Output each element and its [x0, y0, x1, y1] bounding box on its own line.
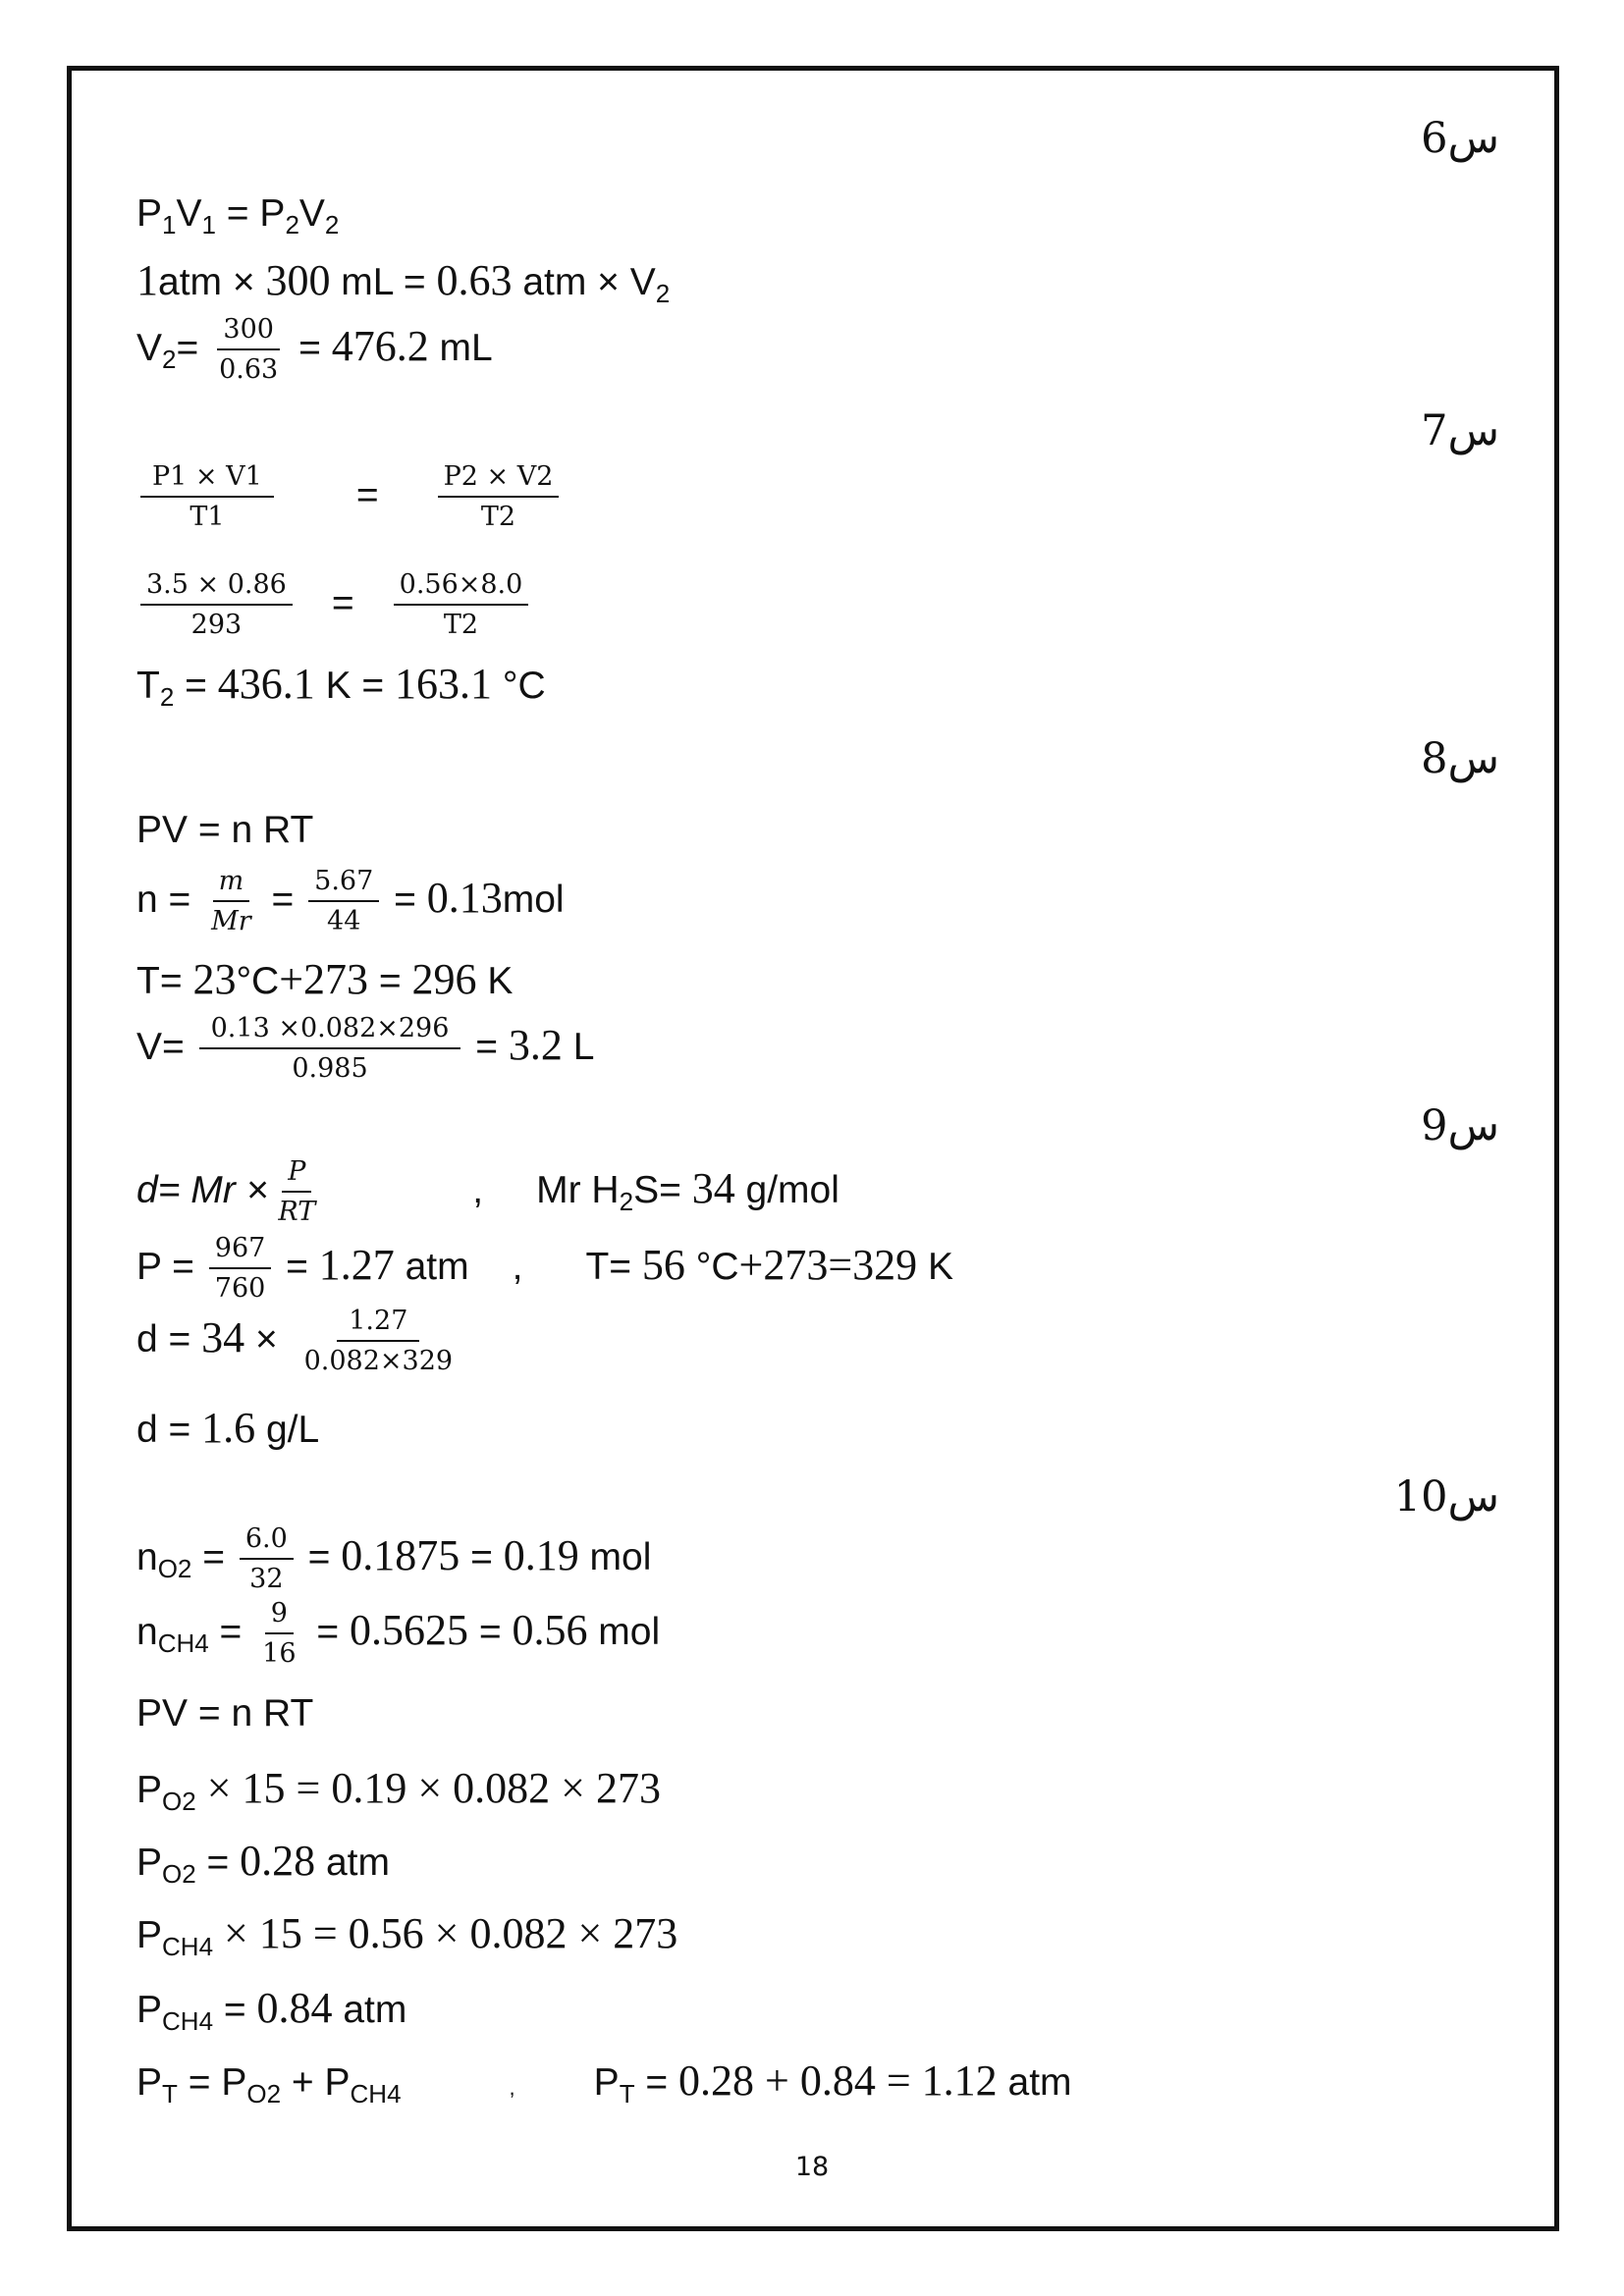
q8-line-1: PV = n RT — [136, 809, 314, 851]
fraction: $\frac{P2 \times V2}{T2}$ — [438, 463, 560, 532]
q8-line-2: n = $\frac{m}{Mr}$ = $\frac{5.67}{44}$ = 0.13mol — [136, 866, 565, 937]
q10-line-1: $n_{O2}$ = $\frac{6.0}{32}$ = 0.1875 = 0.19 mol — [136, 1523, 652, 1595]
q10-line-4: $P_{O2} \times 15 = 0.19 \times 0.082 \times 273$ — [136, 1764, 661, 1816]
fraction: $\frac{3.5 \times 0.86}{293}$ — [140, 571, 293, 640]
fraction: $\frac{967}{760}$ — [209, 1235, 272, 1304]
fraction: $\frac{P1 \times V1}{T1}$ — [140, 463, 274, 532]
question-label-8: س8 — [1421, 734, 1499, 783]
q9-line-4: d = 1.6 g/L — [136, 1404, 320, 1452]
fraction: $\frac{P}{RT}$ — [278, 1156, 316, 1228]
q10-line-6: $P_{CH4} \times 15 = 0.56 \times 0.082 \times 273$ — [136, 1909, 678, 1961]
q9-line-3: d = 34 × $\frac{1.27}{0.082\times 329}$ — [136, 1308, 468, 1376]
q10-line-2: $n_{CH4}$ = $\frac{9}{16}$ = 0.5625 = 0.56 mol — [136, 1598, 661, 1670]
q6-line-1: $P_1V_1 = P_2V_2$ — [136, 192, 340, 240]
fraction: $\frac{5.67}{44}$ — [308, 868, 379, 936]
question-label-6: س6 — [1421, 114, 1499, 163]
q10-line-8: $P_T = P_{O2} + P_{CH4}$ , $P_T = 0.28 + 0.84 = 1.12$ atm — [136, 2056, 1072, 2109]
question-label-9: س9 — [1421, 1101, 1499, 1150]
q8-line-4: V= $\frac{0.13 \times 0.082\times 296}{0.985}$ = 3.2 L — [136, 1013, 595, 1085]
q8-line-3: T= 23°C+273 = 296 K — [136, 955, 514, 1003]
q10-line-3: PV = n RT — [136, 1692, 314, 1735]
q10-line-5: $P_{O2} = 0.28$ atm — [136, 1837, 391, 1889]
page-number: 18 — [794, 2152, 830, 2182]
q10-line-7: $P_{CH4} = 0.84$ atm — [136, 1984, 407, 2036]
q7-line-1: $\frac{P1 \times V1}{T1}$ = $\frac{P2 \times V2}{T2}$ — [136, 463, 563, 532]
q9-line-2: P = $\frac{967}{760}$ = 1.27 atm , T= 56 °C+273=329 K — [136, 1233, 954, 1305]
page-border — [67, 66, 1559, 2231]
question-label-10: س10 — [1393, 1472, 1499, 1522]
q7-line-2: $\frac{3.5 \times 0.86}{293}$ = $\frac{0.56\times 8.0}{T2}$ — [136, 571, 532, 640]
q6-line-3: $V_2=$ $\frac{300}{0.63}$ = 476.2 mL — [136, 314, 493, 386]
q7-line-3: $T_2 = 436.1$ K = 163.1 °C — [136, 660, 546, 712]
question-label-7: س7 — [1421, 406, 1499, 455]
fraction: $\frac{m}{Mr}$ — [211, 866, 251, 937]
q6-line-2: 1atm × 300 mL = 0.63 atm × $V_2$ — [136, 256, 671, 308]
fraction: $\frac{300}{0.63}$ — [219, 314, 279, 386]
fraction: $\frac{6.0}{32}$ — [240, 1525, 294, 1594]
fraction: $\frac{0.13 \times 0.082\times 296}{0.985}$ — [199, 1015, 461, 1084]
fraction: $\frac{0.56\times 8.0}{T2}$ — [394, 571, 529, 640]
fraction: $\frac{1.27}{0.082\times 329}$ — [303, 1306, 454, 1377]
fraction: $\frac{9}{16}$ — [262, 1598, 297, 1670]
q9-line-1: d= Mr × $\frac{P}{RT}$ , Mr $H_2S= 34$ g/mol — [136, 1156, 839, 1228]
